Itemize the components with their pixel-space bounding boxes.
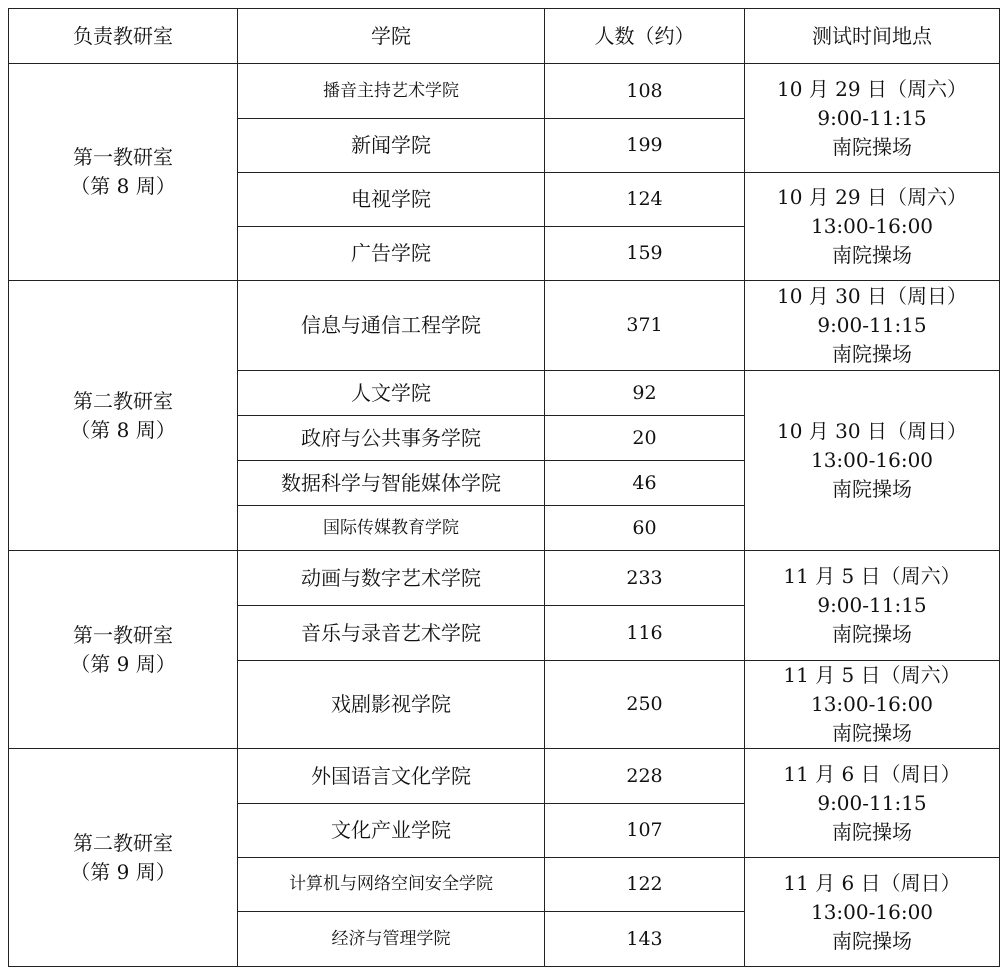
slot-time: 9:00-11:15 <box>817 593 927 617</box>
table-row <box>9 749 1000 804</box>
college-cell: 新闻学院 <box>238 119 545 173</box>
college-cell: 计算机与网络空间安全学院 <box>238 858 545 912</box>
slot-date: 11 月 6 日（周日） <box>783 870 961 895</box>
college-cell: 国际传媒教育学院 <box>238 506 545 551</box>
header-college: 学院 <box>238 9 545 64</box>
count-cell: 108 <box>545 64 745 119</box>
slot-place: 南院操场 <box>832 928 912 953</box>
slot-place: 南院操场 <box>832 477 912 501</box>
schedule-table <box>8 8 1000 967</box>
slot-time: 13:00-16:00 <box>810 448 934 472</box>
count-cell: 143 <box>545 912 745 967</box>
college-cell: 数据科学与智能媒体学院 <box>238 461 545 506</box>
college-cell: 文化产业学院 <box>238 804 545 858</box>
college-cell: 播音主持艺术学院 <box>238 64 545 119</box>
count-cell: 228 <box>545 749 745 804</box>
count-cell: 124 <box>545 173 745 227</box>
table-row <box>9 281 1000 371</box>
dept-cell <box>9 64 238 281</box>
time-place-cell <box>745 858 1000 967</box>
college-cell: 动画与数字艺术学院 <box>238 551 545 606</box>
slot-date: 10 月 29 日（周六） <box>777 185 967 209</box>
dept-name: 第二教研室 <box>73 830 173 855</box>
college-cell: 音乐与录音艺术学院 <box>238 606 545 661</box>
count-cell: 159 <box>545 227 745 281</box>
header-count: 人数（约） <box>545 9 745 64</box>
college-cell: 戏剧影视学院 <box>238 661 545 749</box>
time-place-cell <box>745 661 1000 749</box>
slot-time: 13:00-16:00 <box>810 214 934 238</box>
dept-week: （第 9 周） <box>70 859 176 884</box>
college-cell: 政府与公共事务学院 <box>238 416 545 461</box>
slot-date: 10 月 30 日（周日） <box>777 419 967 443</box>
dept-name: 第一教研室 <box>73 622 173 647</box>
slot-date: 11 月 6 日（周日） <box>783 761 961 786</box>
college-cell: 外国语言文化学院 <box>238 749 545 804</box>
count-cell: 60 <box>545 506 745 551</box>
slot-time: 9:00-11:15 <box>817 790 927 815</box>
time-place-cell <box>745 749 1000 858</box>
count-cell: 20 <box>545 416 745 461</box>
college-cell: 经济与管理学院 <box>238 912 545 967</box>
count-cell: 233 <box>545 551 745 606</box>
slot-date: 10 月 29 日（周六） <box>777 76 967 101</box>
count-cell: 122 <box>545 858 745 912</box>
slot-time: 13:00-16:00 <box>810 899 934 924</box>
count-cell: 250 <box>545 661 745 749</box>
time-place-cell <box>745 173 1000 281</box>
slot-date: 10 月 30 日（周日） <box>777 284 967 308</box>
table-row <box>9 551 1000 606</box>
time-place-cell <box>745 551 1000 661</box>
count-cell: 92 <box>545 371 745 416</box>
college-cell: 人文学院 <box>238 371 545 416</box>
time-place-cell <box>745 371 1000 551</box>
slot-time: 9:00-11:15 <box>817 105 927 130</box>
time-place-cell <box>745 281 1000 371</box>
header-row <box>9 9 1000 64</box>
table-row <box>9 64 1000 119</box>
dept-cell <box>9 281 238 551</box>
header-dept: 负责教研室 <box>9 9 238 64</box>
count-cell: 199 <box>545 119 745 173</box>
dept-cell <box>9 749 238 967</box>
time-place-cell <box>745 64 1000 173</box>
slot-place: 南院操场 <box>832 243 912 267</box>
slot-time: 13:00-16:00 <box>810 692 934 716</box>
slot-place: 南院操场 <box>832 134 912 159</box>
slot-date: 11 月 5 日（周六） <box>783 564 961 588</box>
slot-place: 南院操场 <box>832 721 912 745</box>
dept-cell <box>9 551 238 749</box>
dept-name: 第一教研室 <box>73 145 173 169</box>
count-cell: 116 <box>545 606 745 661</box>
dept-name: 第二教研室 <box>73 388 173 413</box>
count-cell: 46 <box>545 461 745 506</box>
count-cell: 107 <box>545 804 745 858</box>
college-cell: 电视学院 <box>238 173 545 227</box>
slot-date: 11 月 5 日（周六） <box>783 663 961 687</box>
slot-time: 9:00-11:15 <box>817 313 927 337</box>
slot-place: 南院操场 <box>832 819 912 844</box>
slot-place: 南院操场 <box>832 622 912 646</box>
dept-week: （第 9 周） <box>70 651 176 676</box>
slot-place: 南院操场 <box>832 342 912 366</box>
header-time-place: 测试时间地点 <box>745 9 1000 64</box>
college-cell: 广告学院 <box>238 227 545 281</box>
college-cell: 信息与通信工程学院 <box>238 281 545 371</box>
dept-week: （第 8 周） <box>70 417 176 442</box>
count-cell: 371 <box>545 281 745 371</box>
dept-week: （第 8 周） <box>70 174 176 198</box>
